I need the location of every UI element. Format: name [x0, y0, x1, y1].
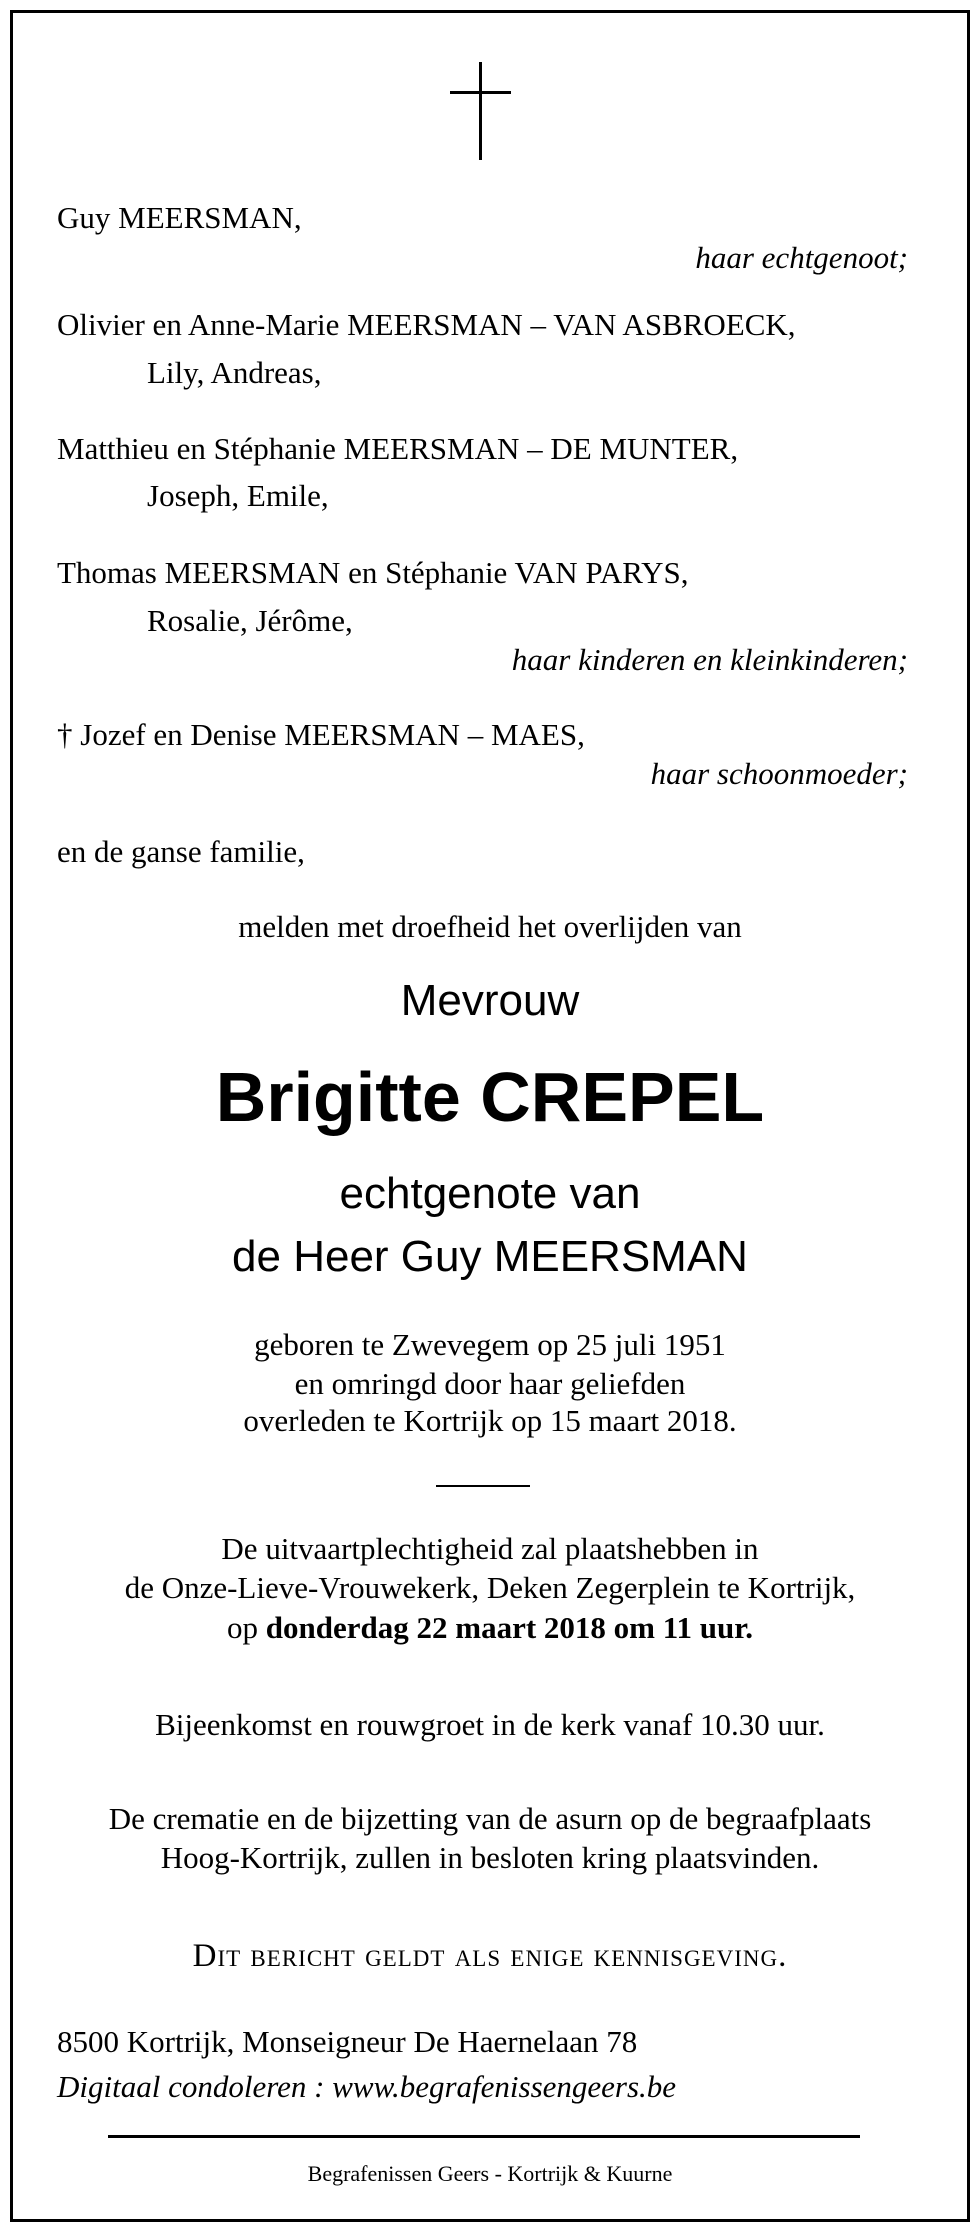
surrounded-info: en omringd door haar geliefden — [294, 1366, 686, 1401]
birth-info: geboren te Zwevegem op 25 juli 1951 — [254, 1327, 726, 1362]
funeral-line1: De uitvaartplechtigheid zal plaatshebben in — [221, 1531, 759, 1566]
spouse-of-line2: de Heer Guy MEERSMAN — [232, 1232, 748, 1281]
funeral-line3 — [0, 1610, 980, 1646]
cremation-line1: De crematie en de bijzetting van de asurn op de begraafplaats — [108, 1801, 872, 1836]
announcement-text: melden met droefheid het overlijden van — [238, 909, 742, 944]
funeral-line2: de Onze-Lieve-Vrouwekerk, Deken Zegerplein te Kortrijk, — [124, 1570, 856, 1605]
section-divider — [436, 1485, 530, 1487]
footer-text: Begrafenissen Geers - Kortrijk & Kuurne — [307, 2161, 673, 2186]
child3-name: Thomas MEERSMAN en Stéphanie VAN PARYS, — [57, 555, 689, 590]
notice-text: Dit bericht geldt als enige kennisgeving. — [192, 1938, 788, 1974]
death-info: overleden te Kortrijk op 15 maart 2018. — [243, 1403, 737, 1438]
deceased-name: Brigitte CREPEL — [215, 1058, 765, 1136]
cremation-line2: Hoog-Kortrijk, zullen in besloten kring plaatsvinden. — [160, 1840, 820, 1875]
spouse-name: Guy MEERSMAN, — [57, 200, 302, 235]
spouse-role: haar echtgenoot; — [695, 240, 908, 275]
gathering-info: Bijeenkomst en rouwgroet in de kerk vanaf 10.30 uur. — [155, 1707, 825, 1742]
spouse-of-line1: echtgenote van — [339, 1169, 641, 1218]
inlaws-role: haar schoonmoeder; — [650, 756, 908, 791]
extended-family: en de ganse familie, — [57, 834, 305, 869]
inlaws-name: † Jozef en Denise MEERSMAN – MAES, — [57, 717, 585, 752]
child1-grandchildren: Lily, Andreas, — [147, 355, 322, 390]
children-role: haar kinderen en kleinkinderen; — [511, 642, 908, 677]
funeral-date-prefix: op — [227, 1610, 259, 1645]
child3-grandchildren: Rosalie, Jérôme, — [147, 603, 353, 638]
child1-name: Olivier en Anne-Marie MEERSMAN – VAN ASBROECK, — [57, 307, 796, 342]
condolence-info: Digitaal condoleren : www.begrafenissengeers.be — [57, 2069, 677, 2104]
cross-icon — [479, 62, 482, 160]
address: 8500 Kortrijk, Monseigneur De Haernelaan 78 — [57, 2024, 638, 2059]
footer-divider — [108, 2135, 860, 2138]
funeral-date: donderdag 22 maart 2018 om 11 uur. — [265, 1610, 753, 1645]
child2-grandchildren: Joseph, Emile, — [147, 478, 329, 513]
cross-icon-bar — [450, 91, 511, 94]
child2-name: Matthieu en Stéphanie MEERSMAN – DE MUNTER, — [57, 431, 739, 466]
deceased-title: Mevrouw — [400, 976, 580, 1025]
